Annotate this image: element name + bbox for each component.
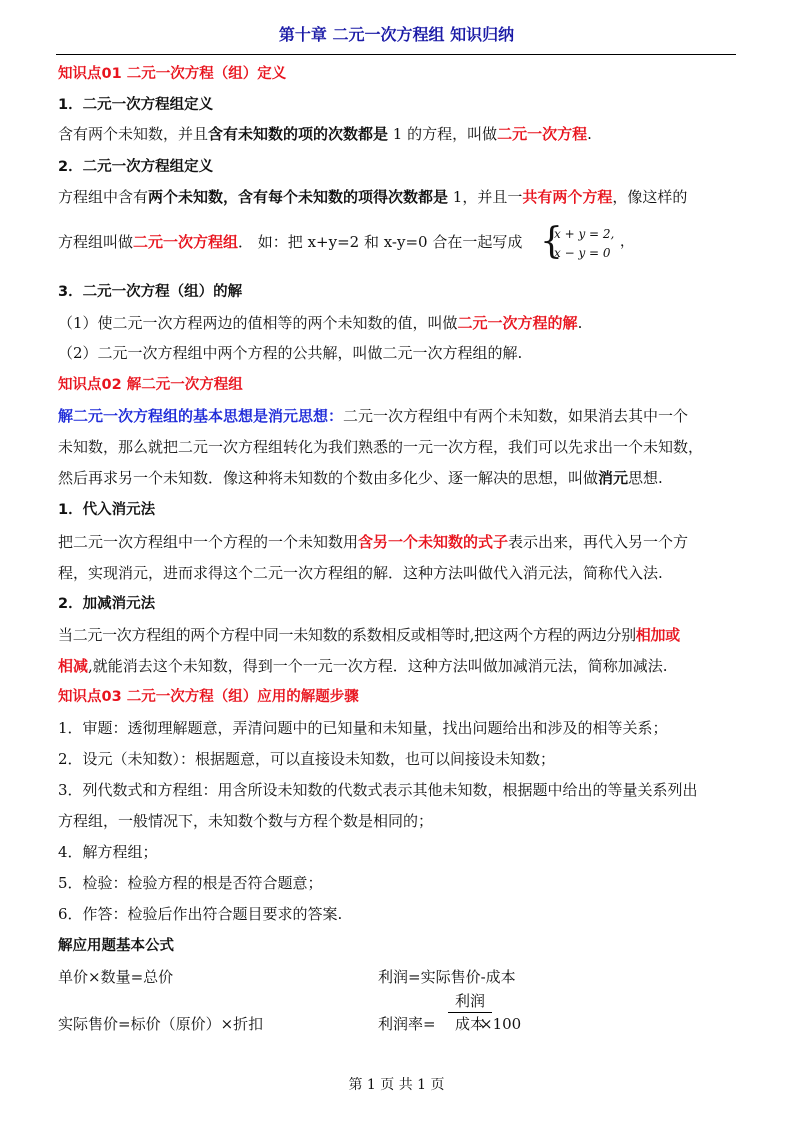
formula-actual-price: 实际售价=标价（原价）×折扣 [58,1015,264,1033]
fraction-denominator: 成本 [454,1015,485,1033]
highlight-term: 二元一次方程的解 [457,314,578,332]
paragraph-1-2 [58,187,742,207]
subheading-1-1: 1．二元一次方程组定义 [58,97,214,113]
text: 1，并且一 [448,188,523,206]
step-5: 5．检验：检验方程的根是否符合题意； [58,874,323,892]
text: 1 的方程，叫做 [388,125,498,143]
text: 二元一次方程组中有两个未知数，如果消去其中一个 [343,407,689,425]
page-footer: 第 1 页 共 1 页 [348,1077,445,1093]
paragraph-2-2: 未知数，那么就把二元一次方程组转化为我们熟悉的一元一次方程，我们可以先求出一个未知数， [58,438,704,456]
text: 方程组中含有 [58,188,149,206]
brace-symbol: { [540,221,563,262]
paragraph-2-6 [58,625,742,645]
bold-text: 消元 [598,469,629,487]
paragraph-2-1 [58,406,742,426]
text: （1）使二元一次方程两边的值相等的两个未知数的值，叫做 [58,314,458,332]
subheading-2-2: 2．加减消元法 [58,596,156,612]
bold-text: 含有未知数的项的次数都是 [208,125,389,143]
section-heading-3: 知识点03 二元一次方程（组）应用的解题步骤 [58,689,359,705]
highlight-term: 相减 [58,657,89,675]
text: 然后再求另一个未知数．像这种将未知数的个数由多化少、逐一解决的思想，叫做 [58,469,599,487]
text: . [577,314,583,332]
equation-2: x − y = 0 [554,246,611,260]
text: 把二元一次方程组中一个方程的一个未知数用 [58,533,359,551]
highlight-term: 共有两个方程 [522,188,613,206]
paragraph-1-3-1 [58,313,742,333]
paragraph-2-5: 程，实现消元，进而求得这个二元一次方程组的解．这种方法叫做代入消元法，简称代入法. [58,564,663,582]
formula-profit: 利润=实际售价-成本 [378,968,516,986]
subheading-1-3: 3．二元一次方程（组）的解 [58,284,243,300]
text: 方程组叫做 [58,233,134,251]
paragraph-2-7 [58,656,742,676]
formula-heading: 解应用题基本公式 [58,938,174,954]
paragraph-2-3 [58,468,742,488]
formula-unit-price: 单价×数量=总价 [58,968,174,986]
step-2: 2．设元（未知数）：根据题意，可以直接设未知数，也可以间接设未知数； [58,750,556,768]
step-6: 6．作答：检验后作出符合题目要求的答案. [58,905,343,923]
step-1: 1．审题：透彻理解题意，弄清问题中的已知量和未知量，找出问题给出和涉及的相等关系； [58,719,668,737]
paragraph-2-4 [58,532,742,552]
highlight-term: 相加或 [635,626,680,644]
subheading-2-1: 1．代入消元法 [58,502,156,518]
paragraph-1-3-2: （2）二元一次方程组中两个方程的公共解，叫做二元一次方程组的解. [58,344,523,362]
fraction-numerator: 利润 [448,990,492,1013]
step-3: 3．列代数式和方程组：用含所设未知数的代数式表示其他未知数，根据题中给出的等量关系列出 [58,781,698,799]
text: ,就能消去这个未知数，得到一个一元一次方程．这种方法叫做加减消元法，简称加减法. [88,657,668,675]
paragraph-1-1 [58,124,742,144]
paragraph-1-2b [58,232,742,252]
formula-profit-rate-label: 利润率= [378,1015,436,1033]
text: ． 如：把 x+y=2 和 x-y=0 合在一起写成 [238,233,523,251]
step-4: 4．解方程组； [58,843,158,861]
punctuation: ， [620,234,634,250]
page-title: 第十章 二元一次方程组 知识归纳 [278,25,515,44]
step-3-continued: 方程组，一般情况下，未知数个数与方程个数是相同的； [58,812,434,830]
formula-profit-rate-tail: ×100 [480,1015,522,1033]
bold-text: 两个未知数，含有每个未知数的项得次数都是 [148,188,449,206]
subheading-1-2: 2．二元一次方程组定义 [58,159,214,175]
key-idea: 解二元一次方程组的基本思想是消元思想： [58,407,344,425]
highlight-term: 二元一次方程 [497,125,588,143]
text: 当二元一次方程组的两个方程中同一未知数的系数相反或相等时,把这两个方程的两边分别 [58,626,636,644]
title-rule [56,54,736,55]
text: ，像这样的 [612,188,688,206]
text: 思想. [628,469,663,487]
text: 表示出来，再代入另一个方 [508,533,689,551]
highlight-term: 二元一次方程组 [133,233,239,251]
text: 含有两个未知数，并且 [58,125,209,143]
equation-1: x + y = 2, [554,227,615,241]
text: . [587,125,592,143]
highlight-term: 含另一个未知数的式子 [358,533,509,551]
section-heading-2: 知识点02 解二元一次方程组 [58,377,243,393]
section-heading-1: 知识点01 二元一次方程（组）定义 [58,66,287,82]
